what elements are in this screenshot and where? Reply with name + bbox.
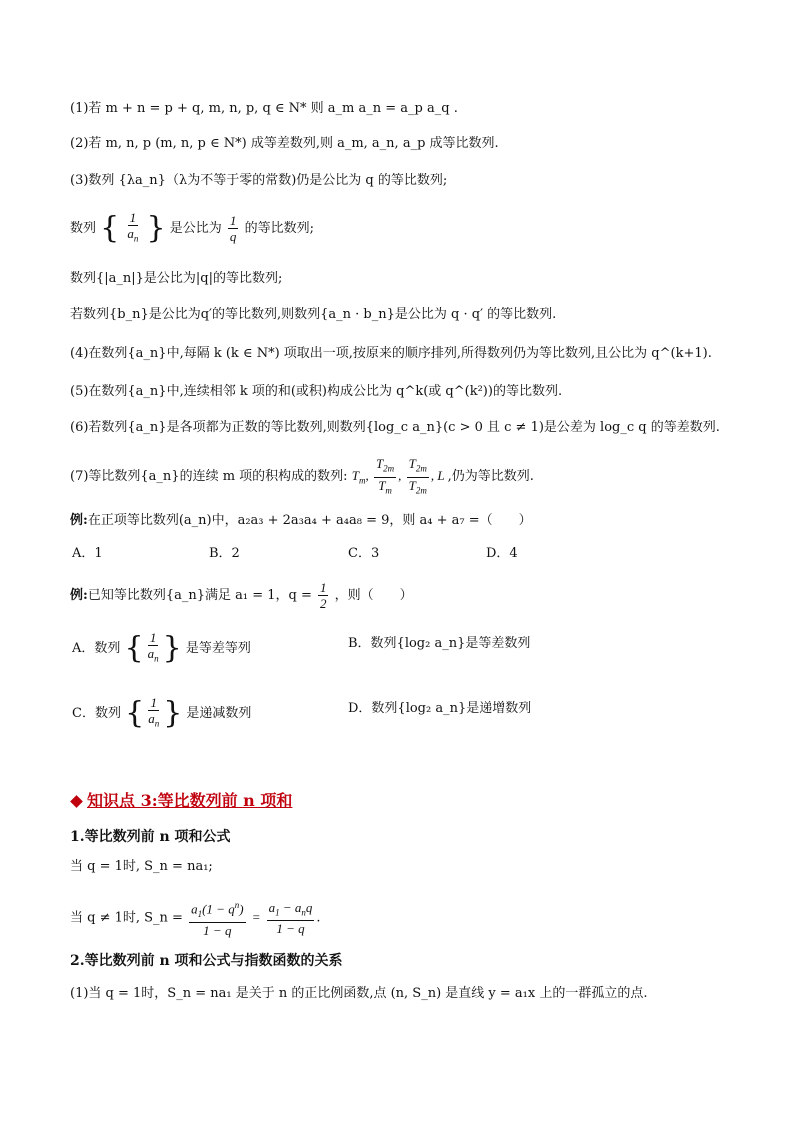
prop-7-pre: (7)等比数列{a_n}的连续 m 项的积构成的数列: xyxy=(70,469,348,485)
example-2-option-a xyxy=(72,630,251,667)
example-2-text-end: ，则（ ） xyxy=(334,588,413,603)
prop-1-text: (1)若 m + n = p + q, m, n, p, q ∈ N* 则 a_m a_n = a_p a_q . xyxy=(70,101,458,116)
fraction-sum-formula-1: $\frac{a_1(1 - q^n)}{1 - q}$ xyxy=(191,900,244,938)
option-c-text: 是递减数列 xyxy=(186,705,252,721)
example-1-text: 在正项等比数列(a_n)中，a₂a₃ + 2a₃a₄ + a₄a₈ = 9，则 a₄ + a₇ =（ ） xyxy=(87,513,532,528)
option-a-text: 是等差等列 xyxy=(185,640,251,656)
prop-3c-text: 数列{|a_n|}是公比为|q|的等比数列; xyxy=(70,271,283,286)
section-title-text: 知识点 3:等比数列前 n 项和 xyxy=(87,791,293,810)
prop-1 xyxy=(70,100,458,118)
fraction-one-half: $\frac{1}{2}$ xyxy=(319,580,327,611)
example-2-label: 例: xyxy=(70,588,88,603)
prop-3d-text: 若数列{b_n}是公比为q′的等比数列,则数列{a_n · b_n}是公比为 q · q′ 的等比数列. xyxy=(70,307,557,322)
left-brace: { xyxy=(124,630,144,666)
diamond-icon xyxy=(70,795,83,808)
example-2 xyxy=(70,580,413,611)
right-brace: } xyxy=(163,695,183,731)
example-2-text: 已知等比数列{a_n}满足 a₁ = 1，q = xyxy=(87,588,316,603)
right-brace: } xyxy=(162,630,182,666)
fraction-1-over-an: $\frac{1}{a_n}$ xyxy=(127,210,139,244)
prop-6-text: (6)若数列{a_n}是各项都为正数的等比数列,则数列{log_c a_n}(c > 0 且 c ≠ 1)是公差为 log_c q 的等差数列. xyxy=(70,420,720,435)
right-brace: } xyxy=(146,210,166,246)
prop-3b xyxy=(70,210,314,247)
formula-q-not-1: 当 q ≠ 1时, S_n = $\frac{a_1(1 - q^n)}{1 - q}$ = $\frac{a_1 - a_nq}{1 - q}$ . xyxy=(70,899,321,938)
equals-sign: = xyxy=(251,909,261,925)
option-a-pre: A．数列 xyxy=(72,640,121,656)
prop-4-text: (4)在数列{a_n}中,每隔 k (k ∈ N*) 项取出一项,按原来的顺序排列,所得数列仍为等比数列,且公比为 q^(k+1). xyxy=(70,346,712,361)
relation-line-1: (1)当 q = 1时，S_n = na₁ 是关于 n 的正比例函数,点 (n, S_n) 是直线 y = a₁x 上的一群孤立的点. xyxy=(70,986,648,1001)
fraction-sum-formula-2: $\frac{a_1 - a_nq}{1 - q}$ xyxy=(268,899,313,937)
heading-sum-formula: 1.等比数列前 n 项和公式 xyxy=(70,829,231,845)
prop-5 xyxy=(70,383,562,401)
section-title xyxy=(72,788,292,811)
prop-2 xyxy=(70,135,499,153)
prop-5-text: (5)在数列{a_n}中,连续相邻 k 项的和(或积)构成公比为 q^k(或 q^(k²))的等比数列. xyxy=(70,384,563,399)
formula-q-equals-1: 当 q = 1时, S_n = na₁; xyxy=(70,859,213,874)
example-2-option-d: D．数列{log₂ a_n}是递增数列 xyxy=(348,701,532,716)
prop-3d xyxy=(70,306,556,324)
prop-7 xyxy=(70,456,534,498)
left-brace: { xyxy=(125,695,145,731)
fraction-1-over-an: $\frac{1}{a_n}$ xyxy=(147,630,159,664)
formula-q-not-1-pre: 当 q ≠ 1时, S_n = xyxy=(70,910,183,926)
example-1-option-a: A．1 xyxy=(72,546,103,561)
fraction-1-over-an: $\frac{1}{a_n}$ xyxy=(148,695,160,729)
prop-3c xyxy=(70,270,282,288)
left-brace: { xyxy=(100,210,120,246)
example-1-option-c: C．3 xyxy=(348,546,380,561)
prop-3b-pre: 数列 xyxy=(70,220,97,236)
formula-tm-sequence: $T_m$, $\frac{T_{2m}}{T_m}$ , $\frac{T_{2m}}{T_{2m}}$ , L xyxy=(351,456,448,496)
example-2-option-c xyxy=(72,695,251,732)
example-2-option-b: B．数列{log₂ a_n}是等差数列 xyxy=(348,636,531,651)
option-c-pre: C．数列 xyxy=(72,705,121,721)
example-1-option-b: B．2 xyxy=(209,546,240,561)
prop-3 xyxy=(70,172,447,190)
example-1 xyxy=(70,512,532,530)
prop-3b-end: 的等比数列; xyxy=(244,220,314,236)
example-1-label: 例: xyxy=(70,513,88,528)
prop-2-text: (2)若 m, n, p (m, n, p ∈ N*) 成等差数列,则 a_m, a_n, a_p 成等比数列. xyxy=(70,136,499,151)
example-1-option-d: D．4 xyxy=(486,546,518,561)
prop-3-text: (3)数列 {λa_n}（λ为不等于零的常数)仍是公比为 q 的等比数列; xyxy=(70,173,448,188)
fraction-1-over-q: $\frac{1}{q}$ xyxy=(229,212,237,244)
heading-relation-exponential: 2.等比数列前 n 项和公式与指数函数的关系 xyxy=(70,953,343,969)
prop-6 xyxy=(70,419,720,437)
prop-3b-post: 是公比为 xyxy=(169,220,222,236)
prop-7-post: ,仍为等比数列. xyxy=(447,469,534,485)
prop-4 xyxy=(70,345,712,363)
